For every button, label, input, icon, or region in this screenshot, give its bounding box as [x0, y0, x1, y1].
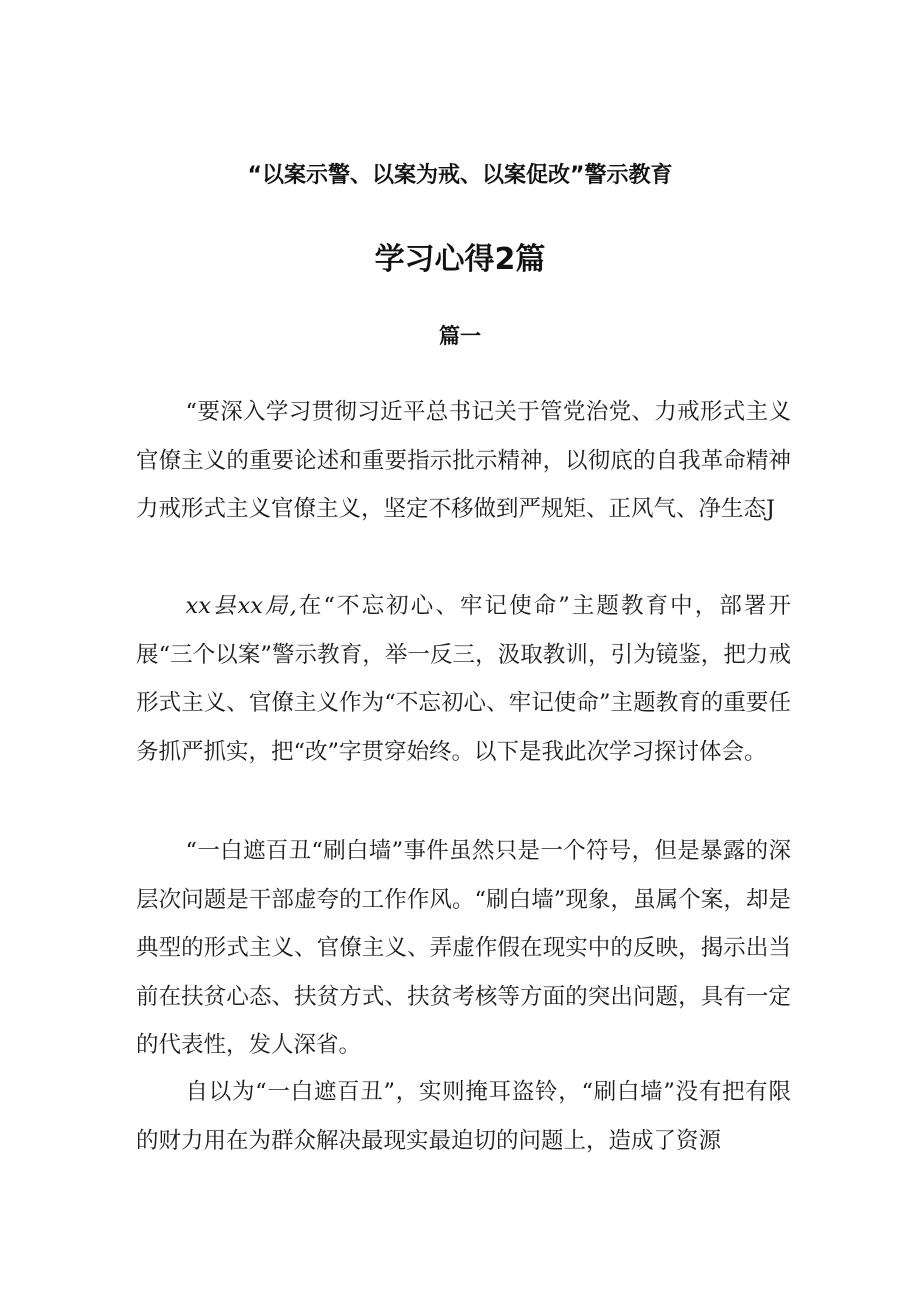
paragraph-lead-italic: xx县xx局,	[185, 593, 297, 619]
body-paragraph-4: 自以为“一白遮百丑”，实则掩耳盗铃，“刷白墙”没有把有限的财力用在为群众解决最现实最迫切的问题上，造成了资源	[136, 1079, 791, 1154]
body-paragraph-2	[136, 582, 791, 776]
document-title-line-2: 学习心得2篇	[374, 242, 546, 277]
paragraph-2-text: 在“不忘初心、牢记使命”主题教育中，部署开展“三个以案”警示教育，举一反三，汲取教训，引为镜鉴，把力戒形式主义、官僚主义作为“不忘初心、牢记使命”主题教育的重要任务抓严抓实，把“改”字贯穿始终。以下是我此次学习探讨体会。	[136, 593, 791, 765]
body-paragraph-1: “要深入学习贯彻习近平总书记关于管党治党、力戒形式主义官僚主义的重要论述和重要指示批示精神，以彻底的自我革命精神力戒形式主义官僚主义，坚定不移做到严规矩、正风气、净生态J	[136, 399, 791, 522]
section-heading: 篇一	[439, 324, 481, 348]
document-title-line-1: “以案示警、以案为戒、以案促改”警示教育	[247, 163, 673, 188]
body-paragraph-3: “一白遮百丑“刷白墙”事件虽然只是一个符号，但是暴露的深层次问题是干部虚夸的工作作风。“刷白墙”现象，虽属个案，却是典型的形式主义、官僚主义、弄虚作假在现实中的反映，揭示出当前在扶贫心态、扶贫方式、扶贫考核等方面的突出问题，具有一定的代表性，发人深省。	[136, 838, 791, 1058]
